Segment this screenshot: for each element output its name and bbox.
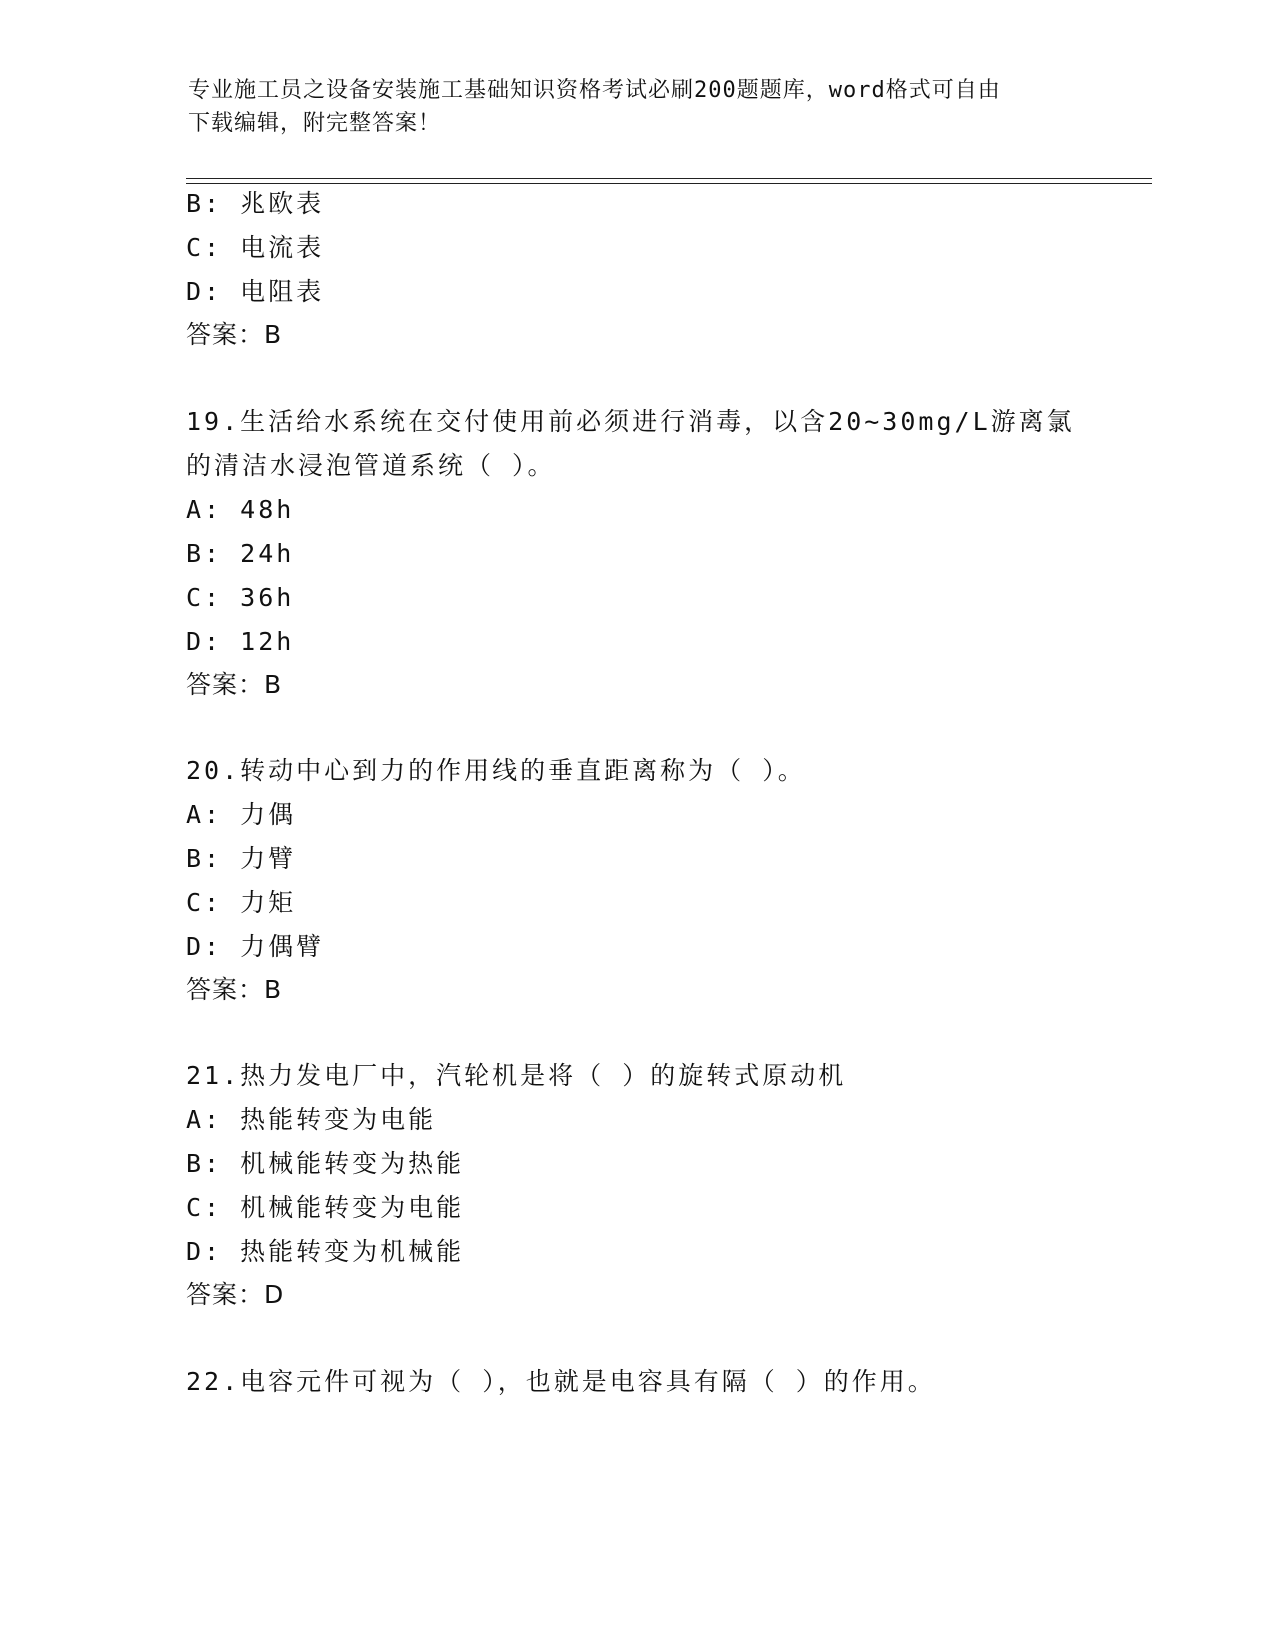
q22-text: 22.电容元件可视为（ ），也就是电容具有隔（ ）的作用。 — [186, 1367, 936, 1396]
q21-option-c: C: 机械能转变为电能 — [186, 1193, 465, 1222]
q20-option-c: C: 力矩 — [186, 888, 297, 917]
header-line-1: 专业施工员之设备安装施工基础知识资格考试必刷200题题库，word格式可自由 — [188, 78, 1001, 103]
q19-answer: 答案：B — [186, 670, 283, 699]
header-line-2: 下载编辑，附完整答案！ — [188, 111, 442, 136]
header-rule-top — [186, 178, 1152, 179]
q19-option-a: A: 48h — [186, 495, 295, 524]
prev-option-d: D: 电阻表 — [186, 277, 325, 306]
q19-text-line-2: 的清洁水浸泡管道系统（ ）。 — [186, 451, 556, 480]
q21-answer: 答案：D — [186, 1280, 285, 1309]
prev-answer: 答案：B — [186, 320, 283, 349]
q19-option-b: B: 24h — [186, 539, 295, 568]
document-header — [188, 74, 1068, 140]
q19-option-d: D: 12h — [186, 627, 295, 656]
q20-option-a: A: 力偶 — [186, 800, 297, 829]
q21-option-b: B: 机械能转变为热能 — [186, 1149, 465, 1178]
header-rule-bottom — [186, 183, 1152, 184]
q20-text: 20.转动中心到力的作用线的垂直距离称为（ ）。 — [186, 756, 806, 785]
prev-option-c: C: 电流表 — [186, 233, 325, 262]
prev-option-b: B: 兆欧表 — [186, 189, 325, 218]
q20-option-d: D: 力偶臂 — [186, 932, 325, 961]
q21-text: 21.热力发电厂中，汽轮机是将（ ）的旋转式原动机 — [186, 1061, 847, 1090]
q19-text-line-1: 19.生活给水系统在交付使用前必须进行消毒，以含20~30mg/L游离氯 — [186, 407, 1075, 436]
q20-option-b: B: 力臂 — [186, 844, 297, 873]
q20-answer: 答案：B — [186, 975, 283, 1004]
q21-option-a: A: 热能转变为电能 — [186, 1105, 437, 1134]
q21-option-d: D: 热能转变为机械能 — [186, 1237, 465, 1266]
q19-option-c: C: 36h — [186, 583, 295, 612]
